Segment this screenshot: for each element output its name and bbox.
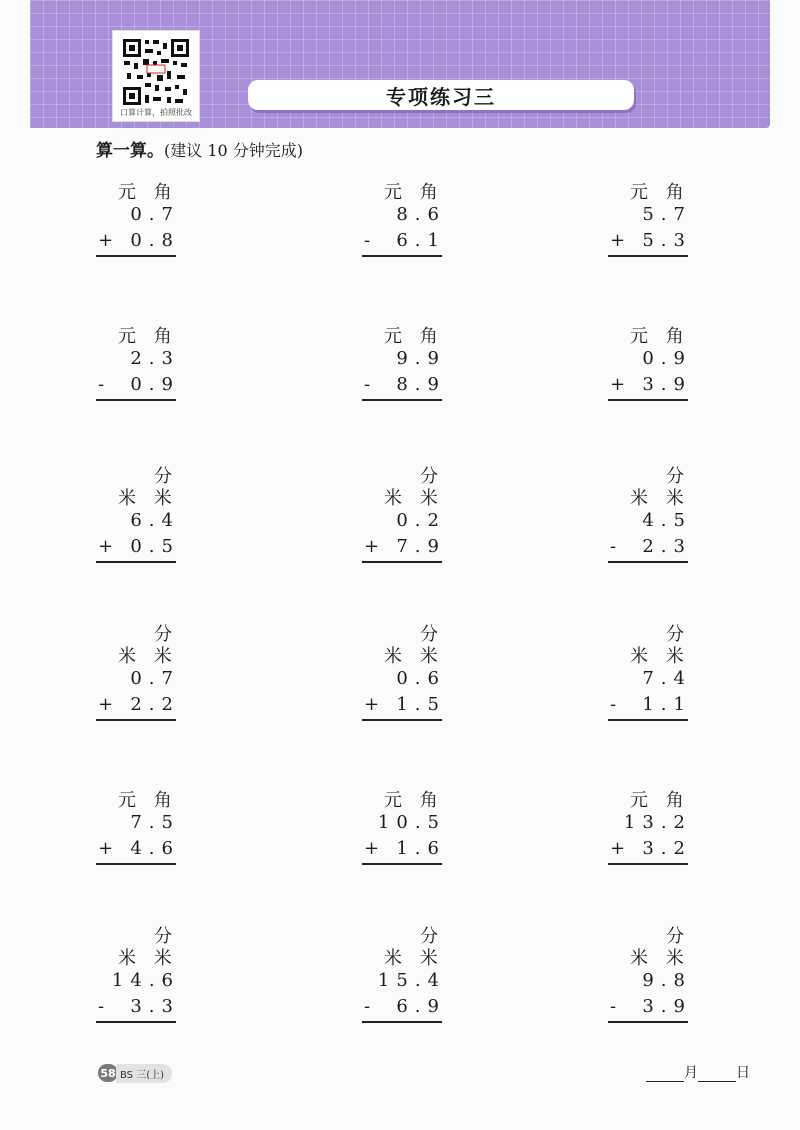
vertical-problem: [608, 786, 692, 881]
addend: 1.6: [396, 838, 446, 859]
operand-row: [98, 536, 180, 557]
operand-row: [98, 694, 180, 715]
answer-rule: [362, 1021, 442, 1023]
addend: 4.6: [130, 838, 180, 859]
operand-row: [364, 996, 446, 1017]
unit-header-top: 分: [420, 466, 438, 487]
vertical-problem: [608, 626, 692, 721]
unit-header-top: 分: [420, 624, 438, 645]
vertical-problem: [362, 322, 446, 417]
answer-rule: [362, 719, 442, 721]
addend: 1.5: [396, 694, 446, 715]
operand-row: [610, 838, 692, 859]
addend: 8.9: [396, 374, 446, 395]
minuend: 7.5: [130, 812, 180, 833]
addend: 2.2: [130, 694, 180, 715]
answer-rule: [608, 863, 688, 865]
operator: -: [610, 694, 624, 715]
addend: 0.9: [130, 374, 180, 395]
operator: +: [98, 230, 121, 251]
minuend: 2.3: [130, 348, 180, 369]
page-number: 58: [98, 1064, 118, 1082]
operand-row: [364, 536, 446, 557]
vertical-problem: [362, 468, 446, 563]
operator: -: [364, 230, 378, 251]
addend: 0.5: [130, 536, 180, 557]
operand-row: [364, 374, 446, 395]
unit-header-top: 分: [420, 926, 438, 947]
unit-header: 元 角: [384, 326, 444, 347]
unit-header-top: 分: [154, 466, 172, 487]
operand-row: [98, 374, 180, 395]
unit-header: 米 米: [384, 488, 444, 509]
minuend: 9.9: [396, 348, 446, 369]
operand-row: [610, 230, 692, 251]
answer-rule: [362, 255, 442, 257]
unit-header: 米 米: [118, 948, 178, 969]
minuend: 14.6: [111, 970, 180, 991]
minuend: 5.7: [642, 204, 692, 225]
operand-row: [98, 230, 180, 251]
addend: 2.3: [642, 536, 692, 557]
footer-badge: [98, 1064, 172, 1082]
addend: 0.8: [130, 230, 180, 251]
unit-header: 元 角: [384, 182, 444, 203]
answer-rule: [608, 719, 688, 721]
unit-header: 米 米: [384, 646, 444, 667]
unit-header-top: 分: [666, 624, 684, 645]
qr-code-box[interactable]: [112, 30, 200, 122]
instruction: [96, 136, 303, 161]
answer-rule: [96, 399, 176, 401]
addend: 3.9: [642, 374, 692, 395]
operand-row: [98, 996, 180, 1017]
edition-label: BS 三(上): [116, 1064, 172, 1083]
addend: 3.2: [642, 838, 692, 859]
month-label: 月: [684, 1065, 698, 1081]
vertical-problem: [608, 178, 692, 273]
vertical-problem: [96, 928, 180, 1023]
minuend: 6.4: [130, 510, 180, 531]
unit-header-top: 分: [154, 624, 172, 645]
minuend: 0.2: [396, 510, 446, 531]
operator: +: [98, 536, 121, 557]
vertical-problem: [96, 178, 180, 273]
unit-header-top: 分: [154, 926, 172, 947]
operator: -: [98, 996, 112, 1017]
answer-rule: [362, 863, 442, 865]
vertical-problem: [96, 322, 180, 417]
unit-header: 元 角: [118, 790, 178, 811]
unit-header: 元 角: [630, 790, 690, 811]
answer-rule: [362, 561, 442, 563]
operand-row: [364, 838, 446, 859]
operator: +: [610, 230, 633, 251]
vertical-problem: [362, 178, 446, 273]
minuend: 0.9: [642, 348, 692, 369]
unit-header: 元 角: [384, 790, 444, 811]
vertical-problem: [608, 322, 692, 417]
operand-row: [364, 694, 446, 715]
vertical-problem: [608, 928, 692, 1023]
operator: -: [364, 996, 378, 1017]
unit-header: 米 米: [118, 488, 178, 509]
unit-header: 元 角: [630, 326, 690, 347]
vertical-problem: [608, 468, 692, 563]
instruction-lead: 算一算。: [96, 141, 164, 161]
vertical-problem: [362, 626, 446, 721]
operand-row: [610, 996, 692, 1017]
operator: +: [610, 374, 633, 395]
addend: 7.9: [396, 536, 446, 557]
operator: -: [610, 996, 624, 1017]
minuend: 13.2: [623, 812, 692, 833]
operand-row: [98, 838, 180, 859]
unit-header: 米 米: [384, 948, 444, 969]
qr-caption: 口算计算，拍照批改: [120, 108, 192, 117]
addend: 3.9: [642, 996, 692, 1017]
operator: -: [610, 536, 624, 557]
operator: -: [98, 374, 112, 395]
minuend: 4.5: [642, 510, 692, 531]
month-blank[interactable]: [646, 1067, 684, 1082]
minuend: 9.8: [642, 970, 692, 991]
operand-row: [610, 694, 692, 715]
date-fill: [646, 1062, 750, 1082]
answer-rule: [96, 719, 176, 721]
answer-rule: [96, 863, 176, 865]
operator: +: [98, 694, 121, 715]
minuend: 0.6: [396, 668, 446, 689]
operator: +: [364, 694, 387, 715]
operand-row: [610, 374, 692, 395]
unit-header: 米 米: [630, 488, 690, 509]
addend: 6.9: [396, 996, 446, 1017]
unit-header: 元 角: [118, 326, 178, 347]
addend: 1.1: [642, 694, 692, 715]
unit-header-top: 分: [666, 466, 684, 487]
minuend: 0.7: [130, 204, 180, 225]
unit-header: 米 米: [630, 948, 690, 969]
minuend: 8.6: [396, 204, 446, 225]
answer-rule: [608, 399, 688, 401]
operand-row: [610, 536, 692, 557]
vertical-problem: [362, 928, 446, 1023]
addend: 3.3: [130, 996, 180, 1017]
unit-header: 元 角: [630, 182, 690, 203]
vertical-problem: [362, 786, 446, 881]
minuend: 10.5: [377, 812, 446, 833]
minuend: 0.7: [130, 668, 180, 689]
unit-header: 元 角: [118, 182, 178, 203]
answer-rule: [96, 1021, 176, 1023]
minuend: 7.4: [642, 668, 692, 689]
unit-header: 米 米: [118, 646, 178, 667]
vertical-problem: [96, 786, 180, 881]
operand-row: [364, 230, 446, 251]
operator: -: [364, 374, 378, 395]
operator: +: [98, 838, 121, 859]
answer-rule: [96, 255, 176, 257]
page-title: 专项练习三: [386, 84, 496, 109]
day-label: 日: [736, 1065, 750, 1081]
answer-rule: [608, 1021, 688, 1023]
answer-rule: [96, 561, 176, 563]
unit-header: 米 米: [630, 646, 690, 667]
answer-rule: [362, 399, 442, 401]
vertical-problem: [96, 626, 180, 721]
addend: 6.1: [396, 230, 446, 251]
operator: +: [364, 838, 387, 859]
vertical-problem: [96, 468, 180, 563]
instruction-note: (建议 10 分钟完成): [164, 141, 304, 160]
answer-rule: [608, 561, 688, 563]
qr-code-icon: [121, 37, 191, 107]
addend: 5.3: [642, 230, 692, 251]
title-banner: [248, 80, 634, 110]
day-blank[interactable]: [698, 1067, 736, 1082]
operator: +: [364, 536, 387, 557]
answer-rule: [608, 255, 688, 257]
minuend: 15.4: [377, 970, 446, 991]
unit-header-top: 分: [666, 926, 684, 947]
operator: +: [610, 838, 633, 859]
